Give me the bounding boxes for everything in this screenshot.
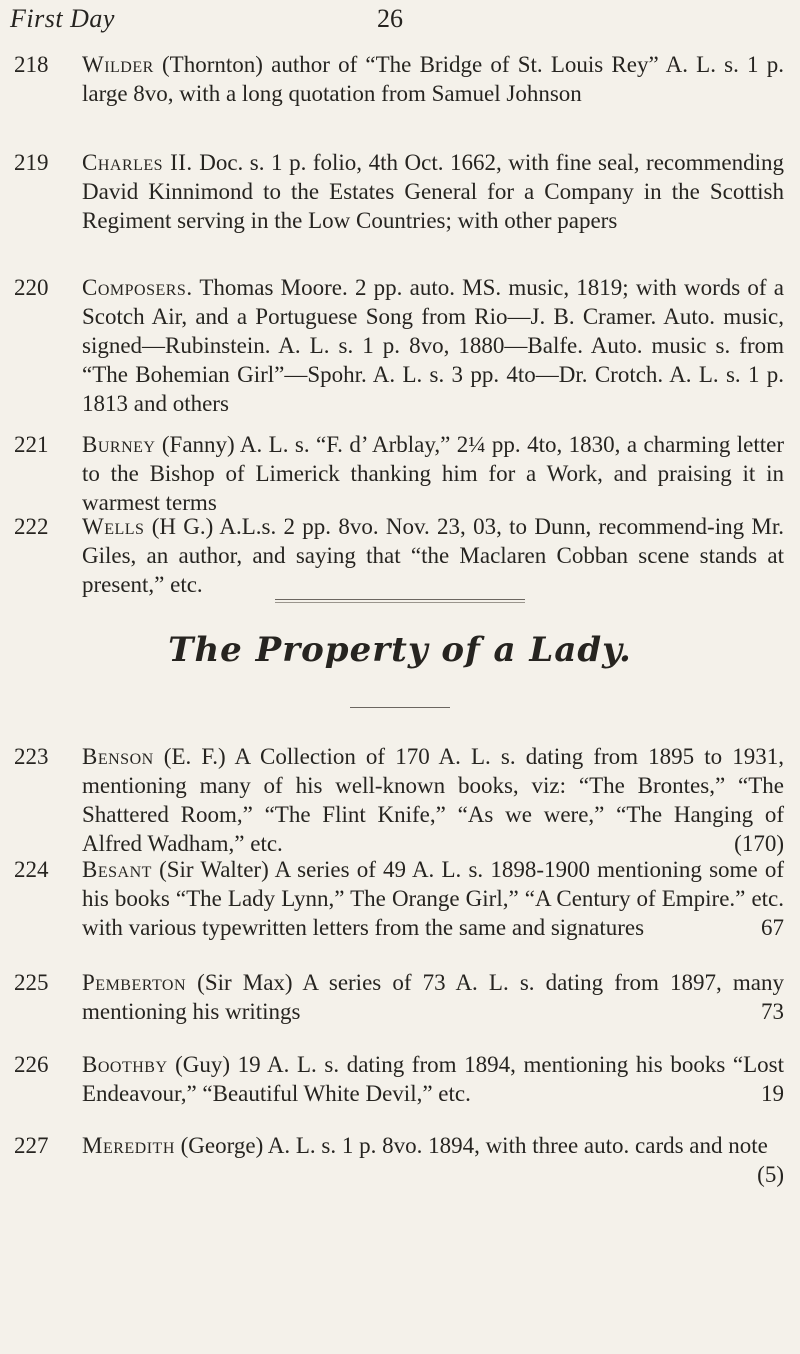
lot-quantity: (170) xyxy=(734,831,784,856)
lot-description xyxy=(82,1131,784,1189)
lot-description xyxy=(82,148,784,235)
lot-number: 219 xyxy=(14,150,49,175)
lot-number: 227 xyxy=(14,1133,49,1158)
lot-details: (H G.) A.L.s. 2 pp. 8vo. Nov. 23, 03, to Dunn, recommend-ing Mr. Giles, an author, and saying that “the Maclaren Cobban scene stands at present,” etc. xyxy=(82,514,784,597)
lot-author: Meredith xyxy=(82,1133,175,1158)
lot-quantity: 19 xyxy=(761,1081,784,1106)
section-title: The Property of a Lady. xyxy=(168,630,632,670)
lot-author: Boothby xyxy=(82,1052,168,1077)
lot-details: (George) A. L. s. 1 p. 8vo. 1894, with three auto. cards and note xyxy=(174,1133,768,1158)
lot-number: 221 xyxy=(14,432,49,457)
lot-description xyxy=(82,50,784,108)
lot-details: (Thornton) author of “The Bridge of St. Louis Rey” A. L. s. 1 p. large 8vo, with a long quotation from Samuel Johnson xyxy=(82,52,784,106)
lot-description xyxy=(82,512,784,599)
lot-details: (Fanny) A. L. s. “F. d’ Arblay,” 2¼ pp. 4to, 1830, a charming letter to the Bishop of Limerick thanking him for a Work, and praising it in warmest terms xyxy=(82,432,784,515)
lot-author: Pemberton xyxy=(82,970,187,995)
lot-description xyxy=(82,855,784,942)
lot-description xyxy=(82,742,784,858)
lot-number: 225 xyxy=(14,970,49,995)
lot-number: 224 xyxy=(14,857,49,882)
lot-details: (Guy) 19 A. L. s. dating from 1894, mentioning his books “Lost Endeavour,” “Beautiful White Devil,” etc. xyxy=(82,1052,784,1106)
lot-details: Doc. s. 1 p. folio, 4th Oct. 1662, with fine seal, recommending David Kinnimond to the Estates General for a Company in the Scottish Regiment serving in the Low Countries; with other papers xyxy=(82,150,784,233)
lot-details: Thomas Moore. 2 pp. auto. MS. music, 1819; with words of a Scotch Air, and a Portuguese Song from Rio—J. B. Cramer. Auto. music, signed—Rubinstein. A. L. s. 1 p. 8vo, 1880—Balfe. Auto. music s. from “The Bohemian Girl”—Spohr. A. L. s. 3 pp. 4to—Dr. Crotch. A. L. s. 1 p. 1813 and others xyxy=(82,275,784,416)
lot-description xyxy=(82,1050,784,1108)
lot-number: 220 xyxy=(14,275,49,300)
lot-description xyxy=(82,430,784,517)
lot-details: (Sir Walter) A series of 49 A. L. s. 1898-1900 mentioning some of his books “The Lady Lynn,” The Orange Girl,” “A Century of Empire.” etc. with various typewritten letters from the same and signatures xyxy=(82,857,784,940)
lot-author: Wells xyxy=(82,514,145,539)
lot-quantity: 67 xyxy=(761,915,784,940)
lot-author: Charles II. xyxy=(82,150,193,175)
lot-number: 226 xyxy=(14,1052,49,1077)
section-heading: First Day xyxy=(10,4,115,33)
lot-quantity: 73 xyxy=(761,999,784,1024)
lot-number: 223 xyxy=(14,744,49,769)
lot-number: 218 xyxy=(14,52,49,77)
page-number: 26 xyxy=(377,4,403,33)
lot-author: Burney xyxy=(82,432,156,457)
lot-description xyxy=(82,968,784,1026)
lot-details: (E. F.) A Collection of 170 A. L. s. dating from 1895 to 1931, mentioning many of his well-known books, viz: “The Brontes,” “The Shattered Room,” “The Flint Knife,” “As we were,” “The Hanging of Alfred Wadham,” etc. xyxy=(82,744,784,856)
lot-number: 222 xyxy=(14,514,49,539)
section-divider xyxy=(275,599,525,600)
page-header xyxy=(0,4,800,44)
lot-details: (Sir Max) A series of 73 A. L. s. dating from 1897, many mentioning his writings xyxy=(82,970,784,1024)
lot-author: Composers. xyxy=(82,275,193,300)
lot-author: Wilder xyxy=(82,52,154,77)
lot-quantity: (5) xyxy=(757,1162,784,1187)
lot-description xyxy=(82,273,784,418)
lot-author: Benson xyxy=(82,744,154,769)
section-divider xyxy=(275,602,525,603)
section-title-rule xyxy=(350,707,450,708)
lot-author: Besant xyxy=(82,857,152,882)
